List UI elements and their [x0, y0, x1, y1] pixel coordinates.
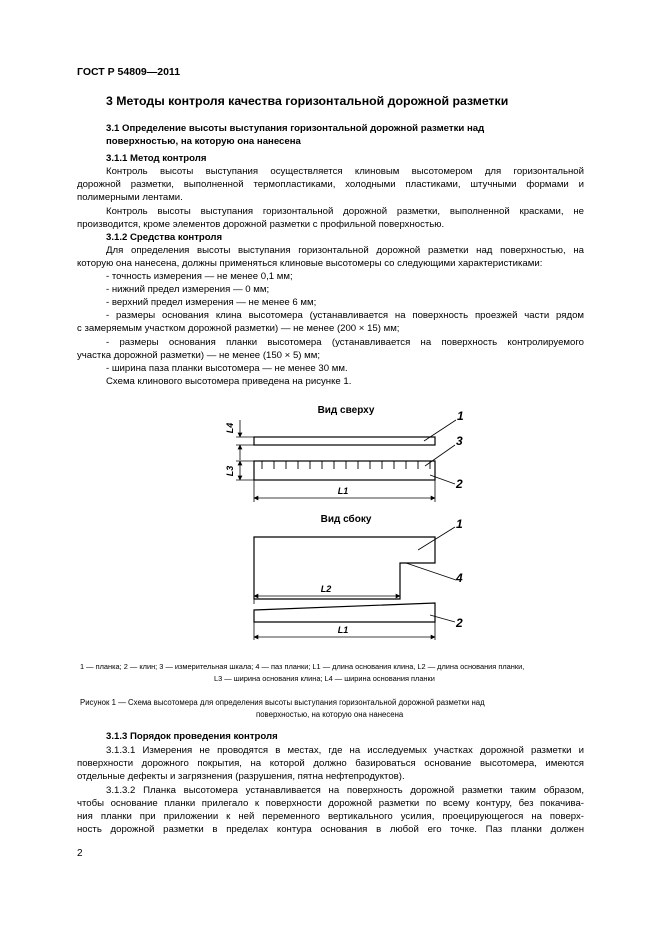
list-item: - размеры основания планки высотомера (устанавливается на поверхность контролируемого: [106, 337, 584, 348]
top-wedge-shape: [254, 461, 435, 480]
figure-label-2-side: 2: [456, 616, 463, 630]
paragraph-line: 3.1.3.2 Планка высотомера устанавливается на поверхность дорожной разметки таким образом,: [106, 785, 584, 796]
figure-label-1-top: 1: [457, 409, 464, 423]
figure-label-3: 3: [456, 434, 463, 448]
paragraph-line: полимерными лентами.: [77, 192, 183, 203]
subsection-3-1-2-title: 3.1.2 Средства контроля: [106, 232, 223, 243]
subsection-3-1-title-line1: 3.1 Определение высоты выступания горизонтальной дорожной разметки над: [106, 123, 485, 134]
l1-label-side: L1: [337, 625, 349, 635]
paragraph-line: Для определения высоты выступания горизонтальной дорожной разметки над поверхностью, на: [106, 245, 584, 256]
figure-top-view-label: Вид сверху: [317, 405, 375, 416]
figure-wedge-height-gauge: [0, 400, 661, 640]
leader-3: [425, 445, 455, 466]
list-item: - ширина паза планки высотомера — не менее 30 мм.: [106, 363, 348, 374]
subsection-3-1-1-title: 3.1.1 Метод контроля: [106, 153, 207, 164]
l4-label: L4: [225, 422, 235, 434]
list-item: - точность измерения — не менее 0,1 мм;: [106, 271, 293, 282]
side-wedge-shape: [254, 603, 435, 622]
leader-4: [406, 563, 456, 580]
paragraph-line: ность дорожной разметки в пределах контура основания в любой его точке. Паз планки должен: [77, 824, 584, 835]
figure-label-4: 4: [456, 571, 463, 585]
l2-label: L2: [320, 584, 332, 594]
list-item: с замеряемым участком дорожной разметки) — не менее (200 × 15) мм;: [77, 323, 400, 334]
list-item: - нижний предел измерения — 0 мм;: [106, 284, 270, 295]
figure-legend-line2: L3 — ширина основания клина; L4 — ширина основания планки: [214, 674, 435, 683]
paragraph-line: производится, кроме элементов дорожной разметки с профильной поверхностью.: [77, 219, 445, 230]
paragraph-line: чтобы основание планки прилегало к поверхности дорожной разметки по всему контуру, без покачива-: [77, 798, 584, 809]
subsection-3-1-title-line2: поверхностью, на которую она нанесена: [106, 136, 301, 147]
paragraph-line: которую она нанесена, должны применяться клиновые высотомеры со следующими характеристиками:: [77, 258, 543, 269]
l1-label-top: L1: [337, 486, 349, 496]
paragraph-line: Контроль высоты выступания горизонтальной дорожной разметки, выполненной красками, не: [106, 206, 584, 217]
measuring-scale-ticks: [262, 461, 430, 469]
l3-label: L3: [225, 465, 235, 477]
paragraph-line: дорожной разметки, выполненной термопластиками, холодными пластиками, штучными формами и: [77, 179, 584, 190]
figure-legend-line1: 1 — планка; 2 — клин; 3 — измерительная шкала; 4 — паз планки; L1 — длина основания клина, L2 — длина основания планки,: [80, 662, 525, 671]
list-item: - размеры основания клина высотомера (устанавливается на поверхность проезжей части рядом: [106, 310, 584, 321]
standard-number: ГОСТ Р 54809—2011: [77, 66, 181, 78]
list-item: - верхний предел измерения — не менее 6 мм;: [106, 297, 317, 308]
page-number: 2: [77, 848, 83, 859]
list-item: участка дорожной разметки) — не менее (150 × 5) мм;: [77, 350, 321, 361]
paragraph-line: 3.1.3.1 Измерения не проводятся в местах, где на исследуемых участках дорожной разметки и: [106, 745, 584, 756]
side-plank-shape: [254, 537, 435, 599]
figure-caption-line2: поверхностью, на которую она нанесена: [256, 710, 404, 719]
leader-1-side: [418, 527, 455, 550]
figure-label-1-side: 1: [456, 517, 463, 531]
section-title: 3 Методы контроля качества горизонтальной дорожной разметки: [106, 94, 509, 108]
subsection-3-1-3-title: 3.1.3 Порядок проведения контроля: [106, 731, 278, 742]
figure-label-2-top: 2: [456, 477, 463, 491]
leader-1: [424, 420, 456, 441]
leader-2-side: [430, 615, 455, 622]
paragraph-line: отдельные дефекты и загрязнения (разрушения, пятна нефтепродуктов).: [77, 771, 405, 782]
paragraph-line: Контроль высоты выступания осуществляется клиновым высотомером для горизонтальной: [106, 166, 584, 177]
figure-side-view-label: Вид сбоку: [320, 514, 372, 525]
paragraph-line: ния планки при приложении к ней переменного вертикального усилия, проецирующегося на поверх-: [77, 811, 584, 822]
paragraph-line: поверхности дорожного покрытия, на которой должно базироваться основание высотомера, имеются: [77, 758, 584, 769]
figure-caption-line1: Рисунок 1 — Схема высотомера для определения высоты выступания горизонтальной дорожной разметки над: [80, 698, 485, 707]
top-plank-shape: [254, 437, 435, 445]
paragraph-line: Схема клинового высотомера приведена на рисунке 1.: [106, 376, 352, 387]
